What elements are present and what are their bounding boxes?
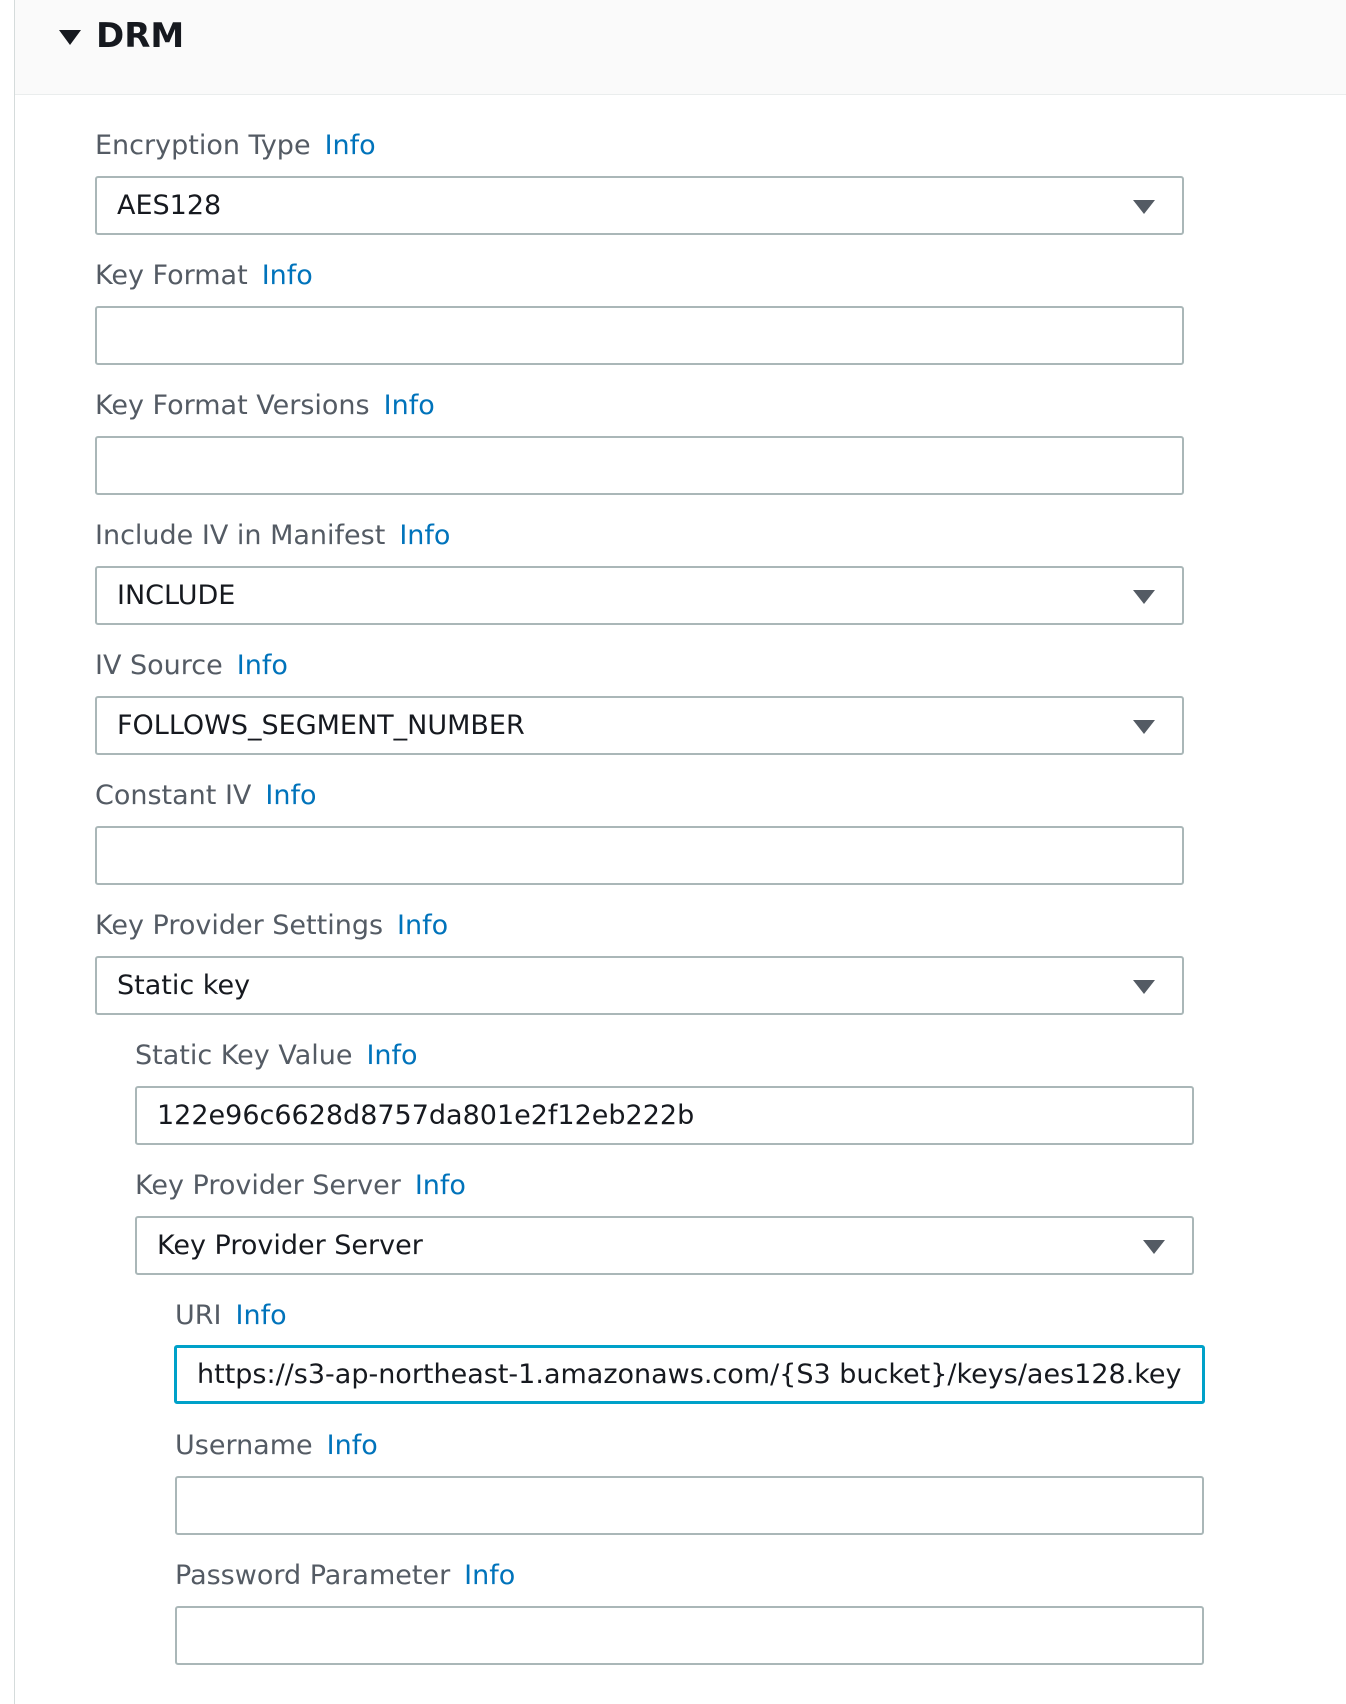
iv-source-select[interactable] (95, 696, 1184, 755)
key-provider-server-info-link[interactable]: Info (414, 1170, 466, 1201)
encryption-type-info-link[interactable]: Info (324, 130, 376, 161)
username-info-link[interactable]: Info (326, 1430, 378, 1461)
include-iv-select[interactable] (95, 566, 1184, 625)
dropdown-arrow-icon (1133, 980, 1155, 994)
encryption-type-label: Encryption Type Info (95, 130, 376, 161)
key-format-versions-label: Key Format Versions Info (95, 390, 435, 421)
key-provider-settings-select[interactable] (95, 956, 1184, 1015)
include-iv-value: INCLUDE (117, 580, 236, 611)
iv-source-value: FOLLOWS_SEGMENT_NUMBER (117, 710, 525, 741)
username-input[interactable] (175, 1476, 1204, 1535)
drm-section-header[interactable] (15, 0, 1346, 95)
dropdown-arrow-icon (1133, 200, 1155, 214)
key-provider-settings-label: Key Provider Settings Info (95, 910, 449, 941)
username-label: Username Info (175, 1430, 378, 1461)
uri-value: https://s3-ap-northeast-1.amazonaws.com/{S3 bucket}/keys/aes128.key (197, 1359, 1182, 1390)
dropdown-arrow-icon (1133, 720, 1155, 734)
iv-source-info-link[interactable]: Info (236, 650, 288, 681)
constant-iv-info-link[interactable]: Info (265, 780, 317, 811)
uri-label: URI Info (175, 1300, 287, 1331)
password-parameter-label: Password Parameter Info (175, 1560, 516, 1591)
dropdown-arrow-icon (1143, 1240, 1165, 1254)
iv-source-label: IV Source Info (95, 650, 288, 681)
key-provider-server-select[interactable] (135, 1216, 1194, 1275)
password-parameter-info-link[interactable]: Info (464, 1560, 516, 1591)
constant-iv-label: Constant IV Info (95, 780, 317, 811)
key-provider-server-label: Key Provider Server Info (135, 1170, 466, 1201)
key-format-label: Key Format Info (95, 260, 313, 291)
key-format-versions-input[interactable] (95, 436, 1184, 495)
password-parameter-input[interactable] (175, 1606, 1204, 1665)
encryption-type-value: AES128 (117, 190, 222, 221)
key-format-input[interactable] (95, 306, 1184, 365)
include-iv-label: Include IV in Manifest Info (95, 520, 451, 551)
key-provider-server-value: Key Provider Server (157, 1230, 423, 1261)
include-iv-info-link[interactable]: Info (399, 520, 451, 551)
static-key-value-input[interactable] (135, 1086, 1194, 1145)
key-provider-settings-info-link[interactable]: Info (397, 910, 449, 941)
key-format-versions-info-link[interactable]: Info (383, 390, 435, 421)
dropdown-arrow-icon (1133, 590, 1155, 604)
static-key-value-label: Static Key Value Info (135, 1040, 418, 1071)
section-title: DRM (96, 16, 185, 56)
key-format-info-link[interactable]: Info (261, 260, 313, 291)
key-provider-settings-value: Static key (117, 970, 251, 1001)
uri-info-link[interactable]: Info (235, 1300, 287, 1331)
static-key-value-info-link[interactable]: Info (366, 1040, 418, 1071)
uri-input[interactable] (174, 1345, 1205, 1404)
constant-iv-input[interactable] (95, 826, 1184, 885)
caret-down-icon[interactable] (59, 30, 81, 45)
static-key-value-text: 122e96c6628d8757da801e2f12eb222b (157, 1100, 695, 1131)
encryption-type-select[interactable] (95, 176, 1184, 235)
